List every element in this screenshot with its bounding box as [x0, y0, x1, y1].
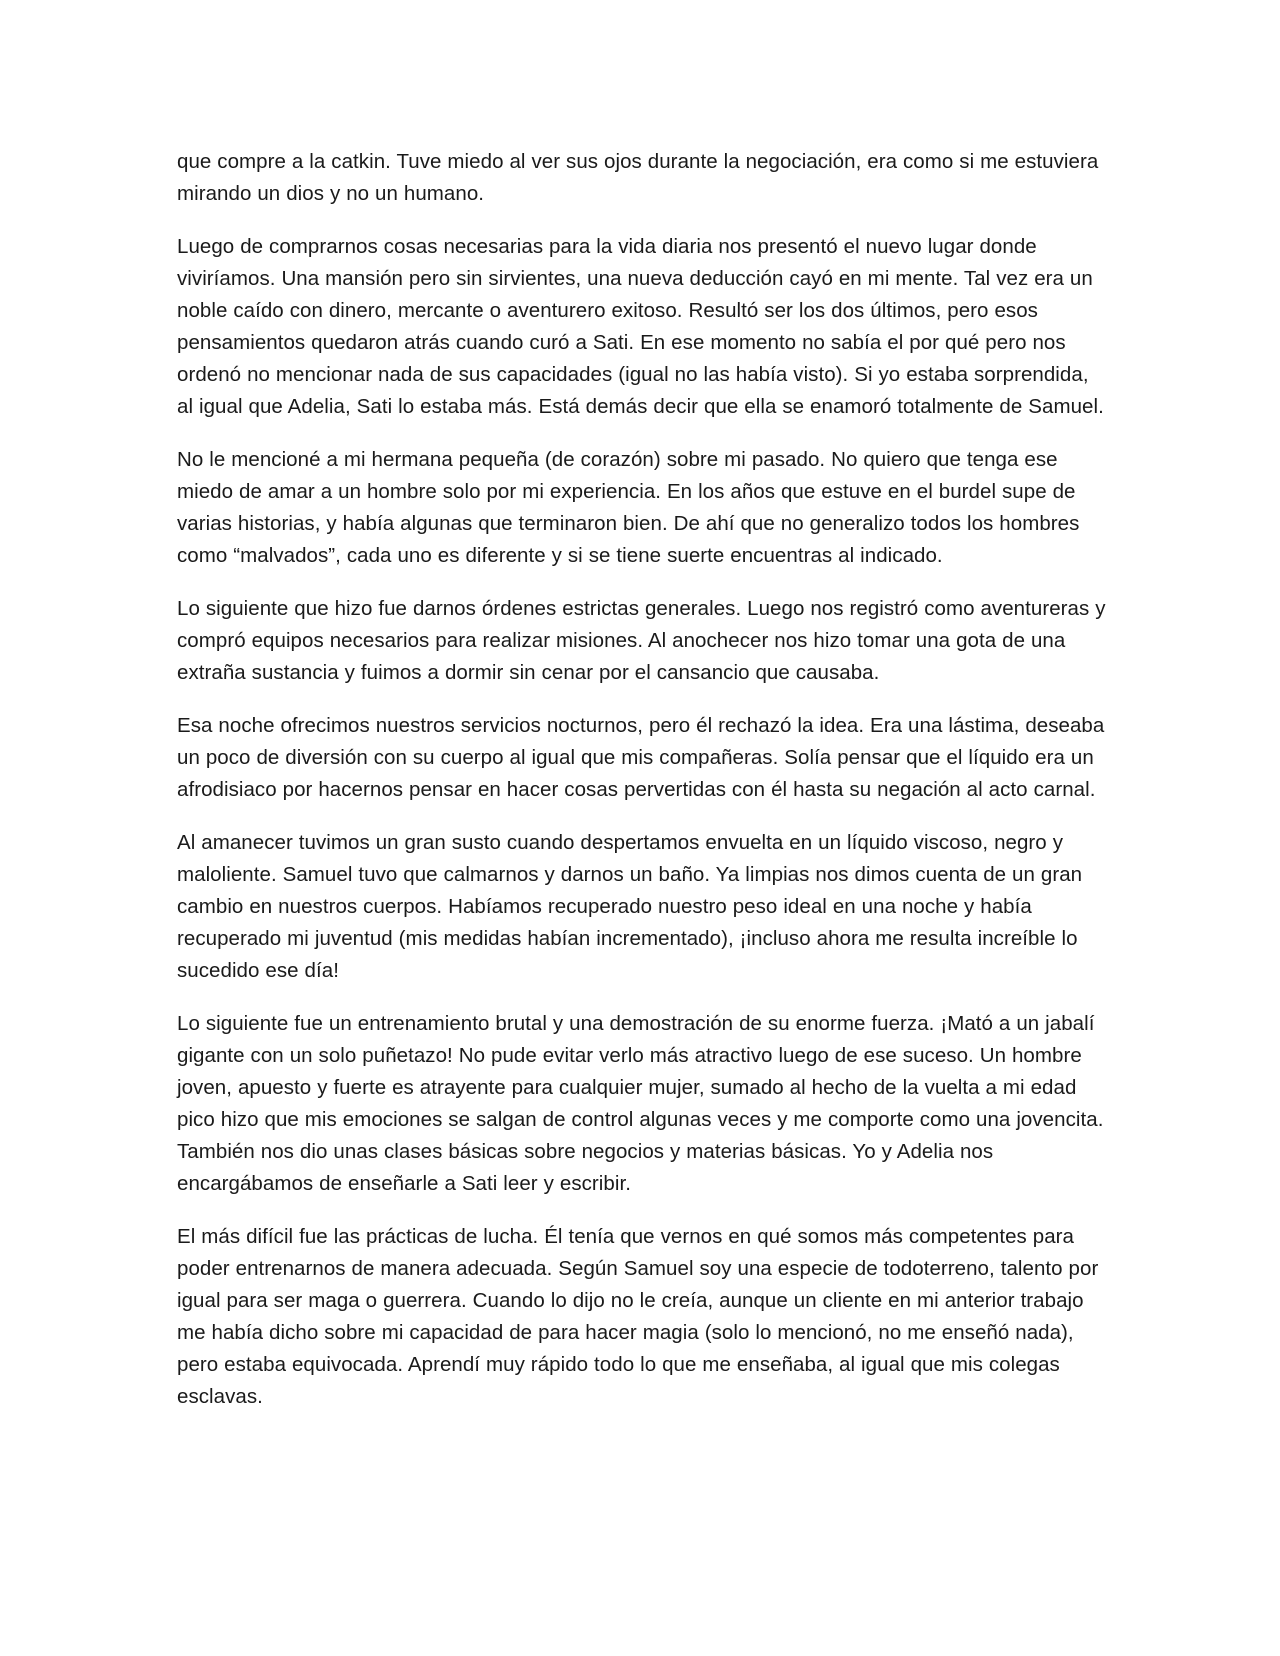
paragraph-7: Lo siguiente fue un entrenamiento brutal y una demostración de su enorme fuerza. ¡Mató a un jabalí gigante con un solo puñetazo! No pude evitar verlo más atractivo luego de ese suceso. Un hombre joven, apuesto y fuerte es atrayente para cualquier mujer, sumado al hecho de la vuelta a mi edad pico hizo que mis emociones se salgan de control algunas veces y me comporte como una jovencita. También nos dio unas clases básicas sobre negocios y materias básicas. Yo y Adelia nos encargábamos de enseñarle a Sati leer y escribir.: [177, 1012, 1104, 1195]
paragraph-8: El más difícil fue las prácticas de lucha. Él tenía que vernos en qué somos más competentes para poder entrenarnos de manera adecuada. Según Samuel soy una especie de todoterreno, talento por igual para ser maga o guerrera. Cuando lo dijo no le creía, aunque un cliente en mi anterior trabajo me había dicho sobre mi capacidad de para hacer magia (solo lo mencionó, no me enseñó nada), pero estaba equivocada. Aprendí muy rápido todo lo que me enseñaba, al igual que mis colegas esclavas.: [177, 1225, 1099, 1408]
paragraph-3: No le mencioné a mi hermana pequeña (de corazón) sobre mi pasado. No quiero que tenga ese miedo de amar a un hombre solo por mi experiencia. En los años que estuve en el burdel supe de varias historias, y había algunas que terminaron bien. De ahí que no generalizo todos los hombres como “malvados”, cada uno es diferente y si se tiene suerte encuentras al indicado.: [177, 448, 1080, 567]
paragraph-4: Lo siguiente que hizo fue darnos órdenes estrictas generales. Luego nos registró como aventureras y compró equipos necesarios para realizar misiones. Al anochecer nos hizo tomar una gota de una extraña sustancia y fuimos a dormir sin cenar por el cansancio que causaba.: [177, 597, 1106, 684]
document-body: [177, 146, 1107, 1434]
paragraph-5: Esa noche ofrecimos nuestros servicios nocturnos, pero él rechazó la idea. Era una lástima, deseaba un poco de diversión con su cuerpo al igual que mis compañeras. Solía pensar que el líquido era un afrodisiaco por hacernos pensar en hacer cosas pervertidas con él hasta su negación al acto carnal.: [177, 714, 1105, 801]
paragraph-1: que compre a la catkin. Tuve miedo al ver sus ojos durante la negociación, era como si me estuviera mirando un dios y no un humano.: [177, 150, 1099, 205]
paragraph-2: Luego de comprarnos cosas necesarias para la vida diaria nos presentó el nuevo lugar donde viviríamos. Una mansión pero sin sirvientes, una nueva deducción cayó en mi mente. Tal vez era un noble caído con dinero, mercante o aventurero exitoso. Resultó ser los dos últimos, pero esos pensamientos quedaron atrás cuando curó a Sati. En ese momento no sabía el por qué pero nos ordenó no mencionar nada de sus capacidades (igual no las había visto). Si yo estaba sorprendida, al igual que Adelia, Sati lo estaba más. Está demás decir que ella se enamoró totalmente de Samuel.: [177, 235, 1104, 418]
paragraph-6: Al amanecer tuvimos un gran susto cuando despertamos envuelta en un líquido viscoso, negro y maloliente. Samuel tuvo que calmarnos y darnos un baño. Ya limpias nos dimos cuenta de un gran cambio en nuestros cuerpos. Habíamos recuperado nuestro peso ideal en una noche y había recuperado mi juventud (mis medidas habían incrementado), ¡incluso ahora me resulta increíble lo sucedido ese día!: [177, 831, 1083, 982]
